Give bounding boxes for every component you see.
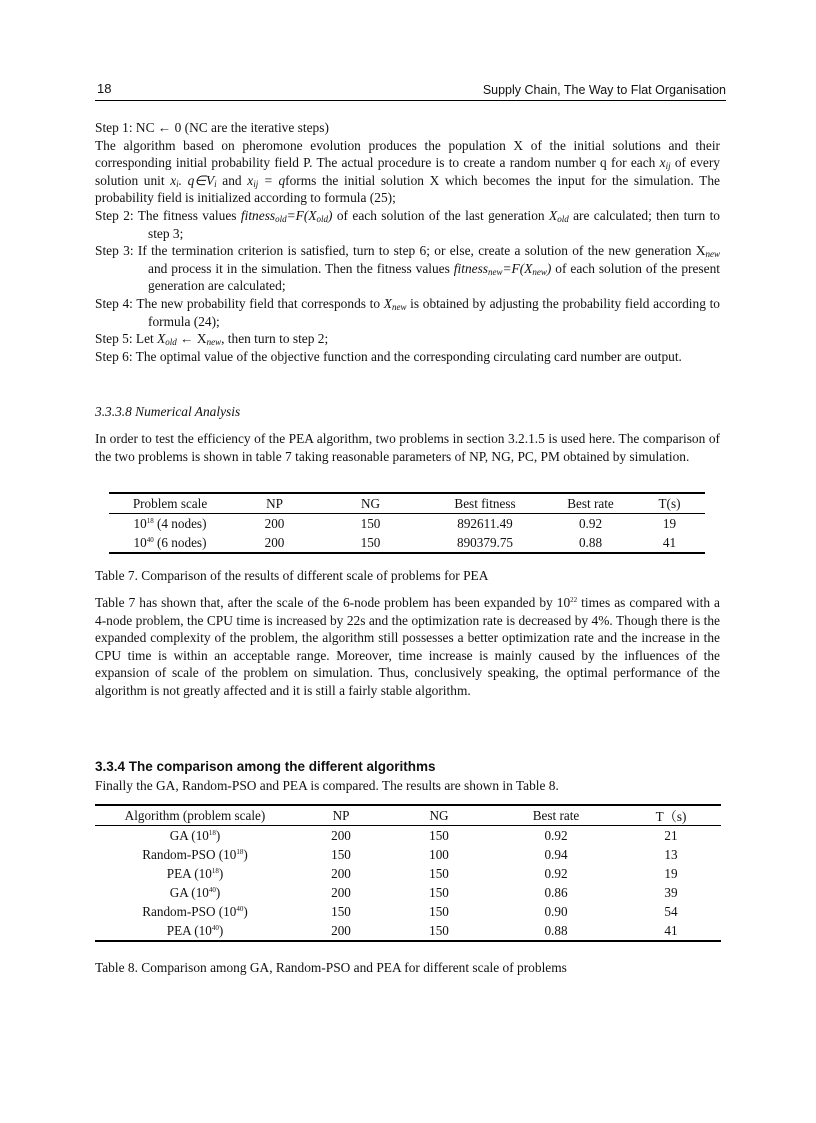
table-row — [95, 902, 721, 921]
table-cell: 150 — [429, 903, 449, 919]
table-cell: 892611.49 — [457, 515, 513, 531]
table-cell: 890379.75 — [423, 533, 547, 553]
table-cell: 150 — [387, 921, 491, 941]
table-row — [95, 845, 721, 864]
table-cell: $10^{40}$ (6 nodes) — [109, 533, 231, 553]
table-cell: 0.92 — [544, 865, 568, 881]
table-cell: $10^{18}$ (4 nodes) — [133, 515, 207, 531]
column-header: Best fitness — [423, 493, 547, 514]
table-row — [95, 864, 721, 883]
table-7-discussion: Table 7 has shown that, after the scale of the 6-node problem has been expanded by $10^{22}$ times as compared with a 4-node problem, the CPU time is increased by 22s and the optimization rate is decreased by 4%. Though there is the expanded complexity of the problem, the algorithm still possesses a better optimization rate and the increase in the CPU time is within an acceptable range. Moreover, time increase is mainly caused by the influences of the expansion of scale of the problem on simulation. Thus, conclusively speaking, the optimal performance of the algorithm is not greatly affected and it is still a fairly stable algorithm. — [95, 595, 720, 698]
section-paragraph: Finally the GA, Random-PSO and PEA is compared. The results are shown in Table 8. — [95, 778, 559, 793]
table-row — [95, 883, 721, 902]
table-cell: 200 — [331, 865, 351, 881]
table-cell: 21 — [664, 827, 678, 843]
column-header: T(s) — [634, 493, 705, 514]
table-cell: 0.88 — [491, 921, 621, 941]
page-number: 18 — [97, 81, 112, 96]
column-header: NP — [295, 805, 387, 826]
table-cell: 0.92 — [544, 827, 568, 843]
running-title: Supply Chain, The Way to Flat Organisation — [482, 83, 726, 97]
table-8 — [95, 804, 721, 942]
column-header: NG — [318, 493, 423, 514]
column-header: Best rate — [547, 493, 634, 514]
table-cell: 150 — [331, 846, 351, 862]
table-cell: 19 — [662, 515, 677, 531]
column-header: T（s) — [621, 805, 721, 826]
table-cell: 200 — [331, 827, 351, 843]
table-cell: Random-PSO $(10^{18})$ — [142, 846, 248, 862]
page-header — [95, 80, 726, 101]
algorithm-steps — [95, 119, 720, 365]
table-cell: Random-PSO $(10^{40})$ — [142, 903, 248, 919]
table-cell: 150 — [360, 515, 381, 531]
table-cell: 200 — [231, 533, 318, 553]
table-cell: 54 — [664, 903, 678, 919]
table-row — [95, 921, 721, 941]
table-cell: 150 — [331, 903, 351, 919]
table-cell: 200 — [331, 884, 351, 900]
table-7-caption: Table 7. Comparison of the results of different scale of problems for PEA — [95, 568, 489, 583]
table-cell: 150 — [429, 884, 449, 900]
table-cell: 41 — [634, 533, 705, 553]
step-4: Step 4: The new probability field that corresponds to $X_{new}$ is obtained by adjusting the probability field according to formula (24); — [95, 295, 720, 329]
table-cell: 150 — [429, 827, 449, 843]
table-cell: 19 — [664, 865, 678, 881]
step-3: Step 3: If the termination criterion is satisfied, turn to step 6; or else, create a solution of the new generation $X_{new}$ and process it in the simulation. Then the fitness values $fitness_{new}=F(X_{new})$ of each solution of the present generation are calculated; — [95, 243, 720, 294]
column-header: NG — [387, 805, 491, 826]
numerical-analysis-paragraph: In order to test the efficiency of the PEA algorithm, two problems in section 3.2.1.5 is used here. The comparison of the two problems is shown in table 7 taking reasonable parameters of NP, NG, PC, PM obtained by simulation. — [95, 431, 720, 464]
table-cell: 200 — [264, 515, 285, 531]
section-title: 3.3.4 The comparison among the different algorithms — [95, 759, 436, 774]
table-header-row — [95, 805, 721, 826]
column-header: NP — [231, 493, 318, 514]
table-cell: 0.94 — [544, 846, 568, 862]
step-1-body: The algorithm based on pheromone evolution produces the population X of the initial solutions and their corresponding initial probability field P. The actual procedure is to create a random number q for each $x_{ij}$ of every solution unit $x_i$. $q\in V_i$ and $x_{ij}$ = qforms the initial solution X which becomes the input for the simulation. The probability field is initialized according to formula (25); — [95, 137, 720, 206]
table-8-caption: Table 8. Comparison among GA, Random-PSO and PEA for different scale of problems — [95, 960, 567, 975]
table-cell: PEA $(10^{18})$ — [166, 865, 224, 881]
table-cell: 0.88 — [547, 533, 634, 553]
table-7 — [109, 492, 705, 554]
numerical-analysis-subheading: 3.3.3.8 Numerical Analysis — [95, 404, 241, 419]
table-cell: 0.90 — [544, 903, 568, 919]
table-cell: GA $(10^{18})$ — [169, 827, 221, 843]
table-cell: 41 — [621, 921, 721, 941]
table-cell: PEA $(10^{40})$ — [95, 921, 295, 941]
table-cell: 0.86 — [544, 884, 568, 900]
table-cell: GA $(10^{40})$ — [169, 884, 221, 900]
table-row — [95, 826, 721, 846]
step-6: Step 6: The optimal value of the objective function and the corresponding circulating card number are output. — [95, 348, 682, 364]
table-cell: 150 — [429, 865, 449, 881]
step-5: Step 5: Let $X_{old}$ ← $X_{new}$, then turn to step 2; — [95, 331, 329, 348]
table-cell: 39 — [664, 884, 678, 900]
table-cell: 100 — [429, 846, 449, 862]
step-1-heading: Step 1: NC ← 0 (NC are the iterative steps) — [95, 120, 329, 135]
table-cell: 0.92 — [578, 515, 603, 531]
table-cell: 13 — [664, 846, 678, 862]
step-2: Step 2: The fitness values $fitness_{old}=F(X_{old})$ of each solution of the last generation $X_{old}$ are calculated; then turn to step 3; — [95, 207, 720, 241]
table-row — [109, 533, 705, 553]
column-header: Algorithm (problem scale) — [95, 805, 295, 826]
column-header: Problem scale — [109, 493, 231, 514]
table-cell: 200 — [295, 921, 387, 941]
table-header-row — [109, 493, 705, 514]
column-header: Best rate — [491, 805, 621, 826]
table-cell: 150 — [318, 533, 423, 553]
table-row — [109, 514, 705, 534]
